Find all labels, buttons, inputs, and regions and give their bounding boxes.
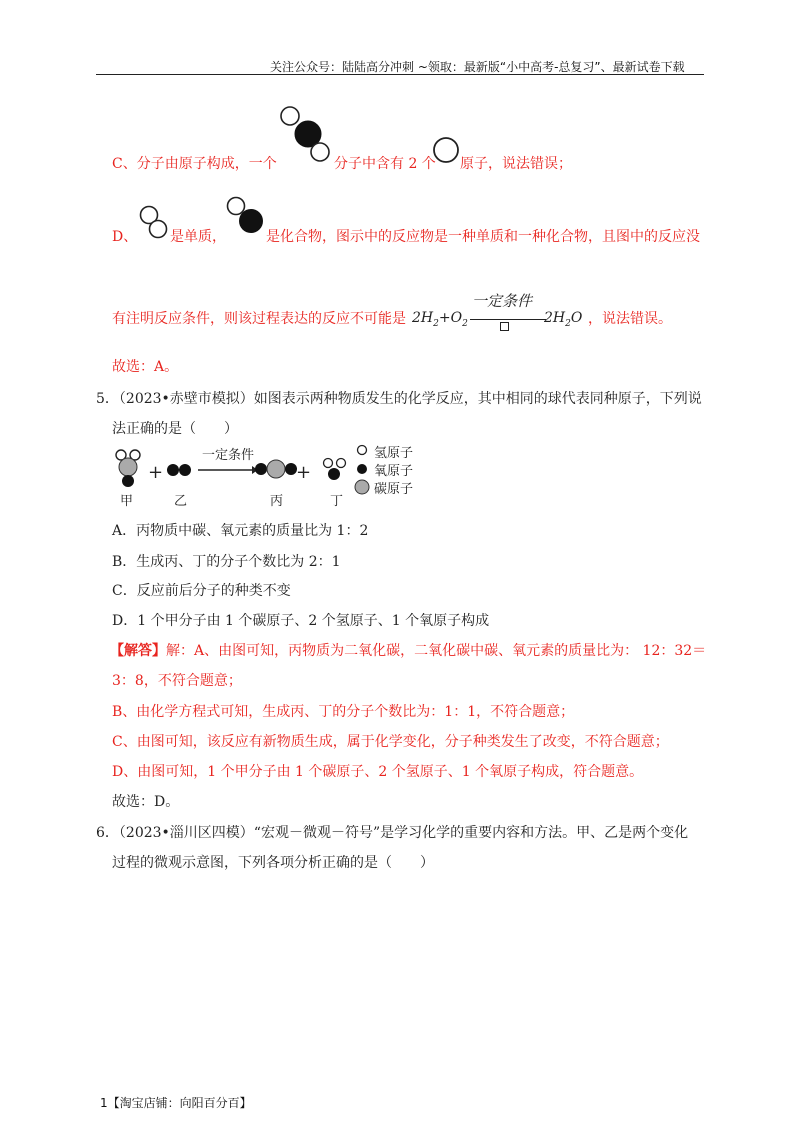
answer-d-end: ，说法错误。 bbox=[588, 311, 672, 327]
molecule-bing-icon bbox=[254, 458, 298, 480]
q5-option-c: C．反应前后分子的种类不变 bbox=[112, 583, 291, 599]
reaction-arrow-icon bbox=[198, 464, 258, 476]
q5-answer-line-a2: 3：8，不符合题意； bbox=[112, 673, 242, 689]
page-footer: 1【淘宝店铺：向阳百分百】 bbox=[100, 1096, 252, 1110]
label-yi: 乙 bbox=[174, 494, 188, 509]
carbon-legend-icon bbox=[354, 479, 370, 495]
header-divider bbox=[96, 74, 704, 75]
equation-arrow-line bbox=[470, 319, 546, 320]
hydrogen-atom-icon bbox=[432, 136, 462, 166]
molecule-jia-icon bbox=[114, 448, 144, 488]
answer-d-part1: 是单质， bbox=[170, 229, 226, 245]
q5-conclusion: 故选：D。 bbox=[112, 794, 180, 810]
water-molecule-icon bbox=[278, 104, 328, 166]
q5-option-d: D．1 个甲分子由 1 个碳原子、2 个氢原子、1 个氧原子构成 bbox=[112, 613, 490, 629]
hydrogen-legend-icon bbox=[356, 444, 368, 456]
answer-c-line: C、分子由原子构成，一个 bbox=[112, 156, 277, 172]
molecule-ding-icon bbox=[322, 456, 348, 482]
answer-tag: 【解答】 bbox=[110, 643, 166, 659]
q5-answer-line-a: 【解答】解：A、由图可知，丙物质为二氧化碳，二氧化碳中碳、氧元素的质量比为： 12：32＝ bbox=[110, 643, 707, 659]
q5-option-b: B．生成丙、丁的分子个数比为 2：1 bbox=[112, 554, 341, 570]
label-jia: 甲 bbox=[120, 494, 134, 509]
q5-answer-line-d: D、由图可知，1 个甲分子由 1 个碳原子、2 个氢原子、1 个氧原子构成，符合题意。 bbox=[112, 764, 644, 780]
plus-sign-2: + bbox=[296, 462, 312, 483]
equation-box-icon bbox=[500, 322, 509, 331]
label-bing: 丙 bbox=[270, 494, 284, 509]
plus-sign-1: + bbox=[148, 462, 164, 483]
atom-legend: 氢原子 氧原子 碳原子 bbox=[352, 442, 432, 496]
label-ding: 丁 bbox=[330, 494, 344, 509]
q5-option-a: A．丙物质中碳、氧元素的质量比为 1：2 bbox=[112, 523, 369, 539]
answer-c-line-end: 原子，说法错误； bbox=[460, 156, 572, 172]
q6-stem-line2: 过程的微观示意图，下列各项分析正确的是（ ） bbox=[112, 855, 434, 871]
q5-answer-line-c: C、由图可知，该反应有新物质生成，属于化学变化，分子种类发生了改变，不符合题意； bbox=[112, 734, 669, 750]
molecule-yi-icon bbox=[166, 462, 192, 478]
compound-molecule-icon bbox=[226, 196, 268, 238]
hydrogen-molecule-icon bbox=[138, 205, 172, 239]
answer-c-line-mid: 分子中含有 2 个 bbox=[334, 156, 436, 172]
answer-d-part2: 是化合物，图示中的反应物是一种单质和一种化合物，且图中的反应没 bbox=[266, 229, 700, 245]
q6-stem-line1: 6．（2023•淄川区四模）“宏观－微观－符号”是学习化学的重要内容和方法。甲、乙是两个变化 bbox=[96, 825, 689, 841]
prev-conclusion: 故选：A。 bbox=[112, 359, 179, 375]
equation-condition: 一定条件 bbox=[472, 292, 533, 310]
q5-stem-line1: 5．（2023•赤壁市模拟）如图表示两种物质发生的化学反应，其中相同的球代表同种原子，下列说 bbox=[96, 391, 702, 407]
q5-answer-line-b: B、由化学方程式可知，生成丙、丁的分子个数比为：1：1，不符合题意； bbox=[112, 704, 575, 720]
page-header: 关注公众号：陆陆高分冲刺 ~领取：最新版“小中高考-总复习”、最新试卷下载 bbox=[270, 60, 685, 74]
oxygen-legend-icon bbox=[356, 463, 368, 475]
q5-stem-line2: 法正确的是（ ） bbox=[112, 421, 238, 437]
answer-d-line2: 有注明反应条件，则该过程表达的反应不可能是 bbox=[112, 311, 406, 327]
answer-d-prefix: D、 bbox=[112, 229, 138, 245]
diagram-condition: 一定条件 bbox=[202, 448, 255, 463]
chemical-equation: $2H_2+O_2$ 一定条件 $2H_2O$ bbox=[412, 290, 602, 330]
